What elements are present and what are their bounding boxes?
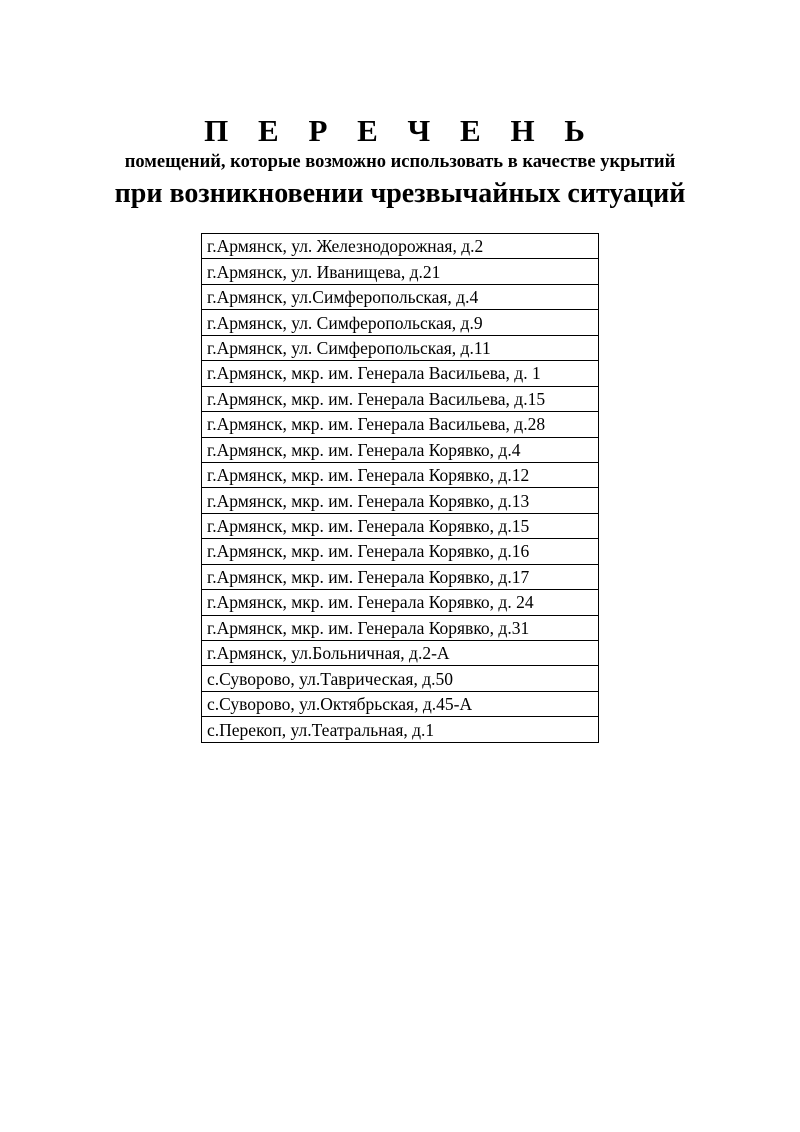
document-title: П Е Р Е Ч Е Н Ь [204,113,596,148]
table-row [202,615,599,640]
table-row [202,488,599,513]
document-subtitle-line1: помещений, которые возможно использовать в качестве укрытий [124,152,676,172]
table-row [202,717,599,742]
table-row [202,234,599,259]
address-cell: г.Армянск, мкр. им. Генерала Корявко, д.31 [202,615,599,640]
document-subtitle-line2: при возникновении чрезвычайных ситуаций [114,178,686,209]
table-row [202,691,599,716]
address-cell: г.Армянск, мкр. им. Генерала Корявко, д.16 [202,539,599,564]
address-cell: г.Армянск, мкр. им. Генерала Корявко, д. 24 [202,590,599,615]
address-cell: с.Суворово, ул.Октябрьская, д.45-А [202,691,599,716]
table-row [202,361,599,386]
table-row [202,386,599,411]
address-cell: г.Армянск, мкр. им. Генерала Корявко, д.15 [202,513,599,538]
table-row [202,412,599,437]
address-cell: г.Армянск, мкр. им. Генерала Корявко, д.12 [202,462,599,487]
address-cell: г.Армянск, ул.Больничная, д.2-А [202,641,599,666]
address-cell: г.Армянск, ул. Железнодорожная, д.2 [202,234,599,259]
table-row [202,539,599,564]
table-row [202,335,599,360]
address-cell: г.Армянск, ул.Симферопольская, д.4 [202,284,599,309]
address-cell: г.Армянск, мкр. им. Генерала Корявко, д.17 [202,564,599,589]
table-row [202,590,599,615]
address-cell: г.Армянск, мкр. им. Генерала Васильева, д.15 [202,386,599,411]
table-row [202,564,599,589]
table-row [202,310,599,335]
address-cell: г.Армянск, ул. Иванищева, д.21 [202,259,599,284]
address-cell: г.Армянск, мкр. им. Генерала Корявко, д.4 [202,437,599,462]
address-cell: г.Армянск, мкр. им. Генерала Васильева, д. 1 [202,361,599,386]
address-cell: г.Армянск, ул. Симферопольская, д.11 [202,335,599,360]
table-row [202,666,599,691]
table-row [202,259,599,284]
table-row [202,513,599,538]
table-row [202,462,599,487]
address-cell: с.Перекоп, ул.Театральная, д.1 [202,717,599,742]
table-row [202,641,599,666]
address-cell: г.Армянск, ул. Симферопольская, д.9 [202,310,599,335]
address-cell: г.Армянск, мкр. им. Генерала Корявко, д.13 [202,488,599,513]
table-row [202,284,599,309]
address-cell: г.Армянск, мкр. им. Генерала Васильева, д.28 [202,412,599,437]
address-cell: с.Суворово, ул.Таврическая, д.50 [202,666,599,691]
shelter-address-table [201,233,599,743]
table-row [202,437,599,462]
